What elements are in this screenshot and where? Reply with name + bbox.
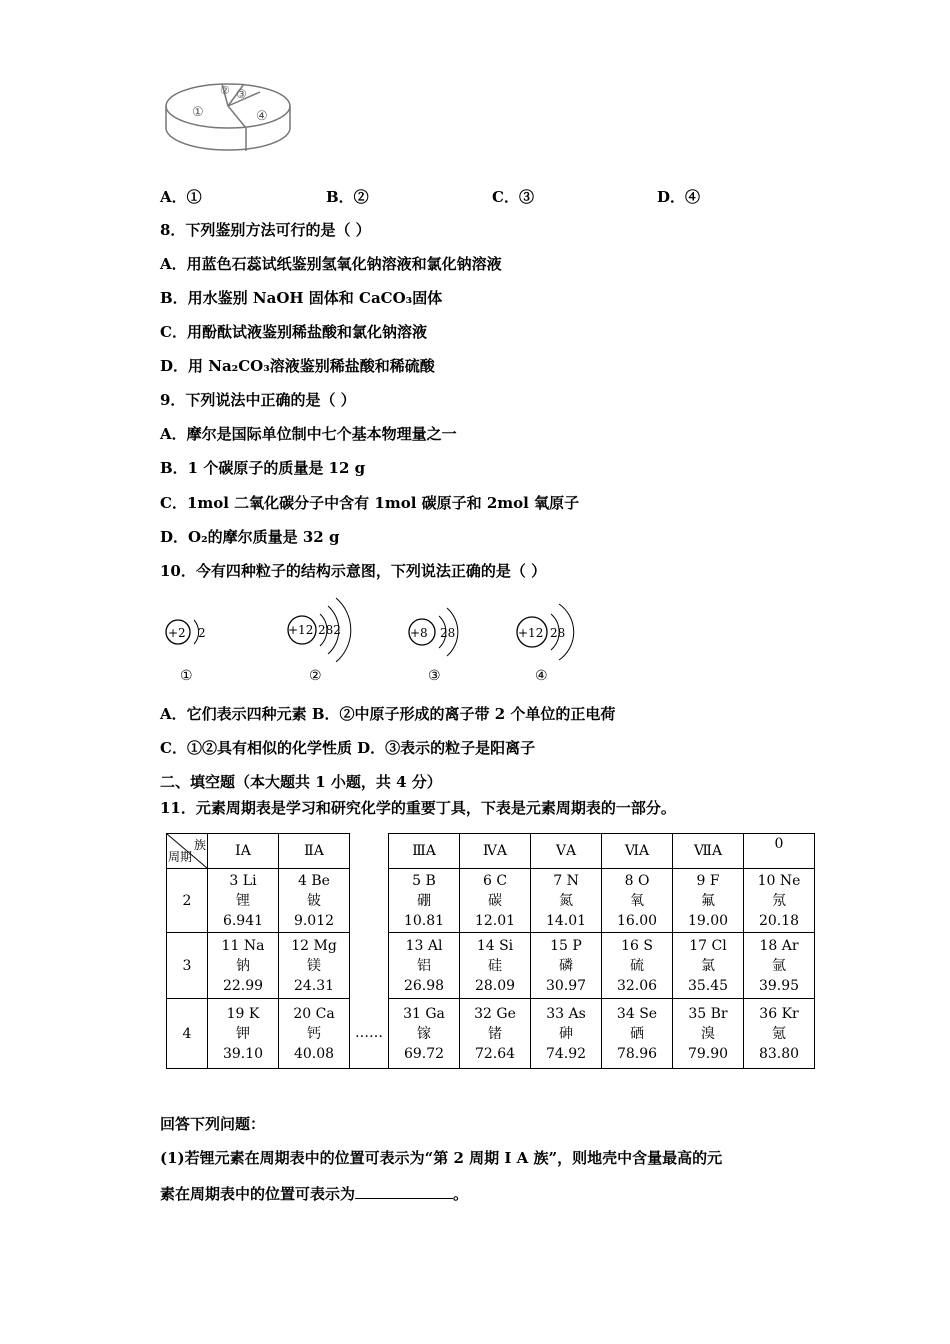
element-name: 氟 [701,892,715,909]
element-cell [602,933,673,999]
atomic-mass: 78.96 [616,1045,658,1062]
atomic-mass: 32.06 [616,977,658,994]
element-symbol: B [425,872,436,889]
header-1a: ⅠA [208,834,279,869]
element-name: 氪 [772,1025,786,1042]
atomic-number: 20 [293,1005,312,1022]
atomic-number: 11 [221,937,240,954]
atomic-mass: 16.00 [616,912,658,929]
element-name: 锂 [236,892,250,909]
element-name: 镁 [307,957,321,974]
atomic-mass: 10.81 [403,912,445,929]
gap-cell: …… [350,999,389,1069]
atomic-number: 18 [759,937,778,954]
period-row [167,933,815,999]
corner-bottom-label: 周期 [168,850,193,864]
pie-chart-figure [160,78,305,160]
element-name: 氮 [559,892,573,909]
atomic-mass: 19.00 [687,912,729,929]
element-name: 硼 [417,892,431,909]
answer-heading: 回答下列问题： [160,1115,266,1133]
element-symbol: Ne [779,872,801,889]
sub-question-1-line1: (1)若锂元素在周期表中的位置可表示为“第 2 周期 I A 族”，则地壳中含量最高的元 [160,1149,723,1167]
element-name: 砷 [559,1025,573,1042]
period-number: 4 [167,999,208,1069]
atomic-number: 12 [291,937,310,954]
atomic-number: 6 [482,872,492,889]
element-symbol: C [496,872,508,889]
atomic-mass: 6.941 [222,912,264,929]
q8-option-d: D．用 Na₂CO₃溶液鉴别稀盐酸和稀硫酸 [160,357,435,375]
element-cell [531,999,602,1069]
atomic-mass: 39.95 [758,977,800,994]
element-symbol: Ca [315,1005,335,1022]
atomic-mass: 69.72 [403,1045,445,1062]
svg-text:+12: +12 [288,623,314,637]
element-cell [389,933,460,999]
q8-option-a: A．用蓝色石蕊试纸鉴别氢氧化钠溶液和氯化钠溶液 [160,255,502,273]
svg-text:28: 28 [550,626,566,640]
atomic-mass: 20.18 [758,912,800,929]
element-name: 氩 [772,957,786,974]
header-2a: ⅡA [279,834,350,869]
q8-stem: 8．下列鉴别方法可行的是（ ） [160,221,371,239]
atomic-number: 33 [546,1005,565,1022]
atomic-number: 15 [550,937,568,954]
atomic-mass: 79.90 [687,1045,729,1062]
element-symbol: Ar [781,937,799,954]
element-name: 氯 [701,957,715,974]
q9-option-d: D．O₂的摩尔质量是 32 g [160,528,340,546]
atom-label-3: ③ [428,668,441,684]
atomic-mass: 24.31 [293,977,335,994]
atom-label-4: ④ [535,668,548,684]
gap-cell [350,933,389,999]
element-name: 溴 [701,1025,715,1042]
element-symbol: Be [311,872,330,889]
q8-option-c: C．用酚酞试液鉴别稀盐酸和氯化钠溶液 [160,323,427,341]
period-number: 2 [167,869,208,933]
header-7a: ⅦA [673,834,744,869]
element-cell [208,999,279,1069]
sub-question-1-suffix: 。 [453,1185,469,1203]
element-name: 氖 [772,892,786,909]
element-cell [208,869,279,933]
element-symbol: Cl [711,937,727,954]
element-name: 氧 [630,892,644,909]
header-6a: ⅥA [602,834,673,869]
element-symbol: Se [639,1005,658,1022]
element-cell [460,933,531,999]
element-name: 硫 [630,957,644,974]
atomic-number: 36 [759,1005,778,1022]
svg-text:282: 282 [318,623,341,637]
q7-option-a: A．① [160,188,202,206]
element-symbol: Mg [313,937,337,954]
element-symbol: K [248,1005,260,1022]
element-name: 锗 [488,1025,502,1042]
section-heading: 二、填空题（本大题共 1 小题，共 4 分） [160,773,442,791]
element-name: 铍 [307,892,321,909]
element-cell [602,999,673,1069]
atomic-mass: 72.64 [474,1045,516,1062]
element-cell [744,869,815,933]
q10-options-line2: C．①②具有相似的化学性质 D．③表示的粒子是阳离子 [160,739,536,757]
element-name: 钙 [307,1025,321,1042]
q7-option-b: B．② [326,188,369,206]
element-symbol: P [572,937,582,954]
atom-label-1: ① [180,668,193,684]
q11-stem: 11．元素周期表是学习和研究化学的重要丁具，下表是元素周期表的一部分。 [160,799,676,817]
element-name: 碳 [488,892,502,909]
pie-label-1: ① [192,105,204,120]
atomic-number: 3 [229,872,239,889]
svg-text:2: 2 [198,626,206,640]
element-symbol: O [637,872,650,889]
header-gap [350,834,389,869]
element-name: 钾 [236,1025,250,1042]
element-symbol: N [566,872,579,889]
atomic-mass: 39.10 [222,1045,264,1062]
element-name: 硒 [630,1025,644,1042]
periodic-table [166,833,815,1069]
element-symbol: Ge [496,1005,516,1022]
element-name: 钠 [236,957,250,974]
q10-stem: 10．今有四种粒子的结构示意图，下列说法正确的是（ ） [160,562,547,580]
element-name: 硅 [488,957,502,974]
atomic-number: 5 [412,872,422,889]
svg-text:28: 28 [440,626,456,640]
element-cell [279,999,350,1069]
atom-label-2: ② [309,668,322,684]
q9-option-b: B．1 个碳原子的质量是 12 g [160,459,366,477]
atomic-number: 8 [624,872,634,889]
atomic-mass: 35.45 [687,977,729,994]
svg-text:+8: +8 [410,626,428,640]
svg-text:+2: +2 [168,626,186,640]
atomic-number: 31 [403,1005,421,1022]
element-cell [389,869,460,933]
q8-option-b: B．用水鉴别 NaOH 固体和 CaCO₃固体 [160,289,443,307]
answer-blank[interactable] [355,1184,453,1199]
atomic-number: 14 [476,937,495,954]
atomic-number: 13 [405,937,424,954]
element-symbol: As [568,1005,586,1022]
corner-top-label: 族 [193,838,206,852]
atomic-mass: 28.09 [474,977,516,994]
element-cell [673,869,744,933]
atomic-number: 9 [696,872,706,889]
atomic-mass: 26.98 [403,977,445,994]
header-3a: ⅢA [389,834,460,869]
sub-question-1-prefix: 素在周期表中的位置可表示为 [160,1185,356,1203]
pie-label-4: ④ [256,109,268,124]
atom-diagram-1 [160,592,220,662]
element-cell [389,999,460,1069]
element-name: 铝 [417,957,431,974]
corner-cell [167,834,208,869]
atomic-number: 34 [616,1005,635,1022]
pie-label-3: ③ [236,87,247,101]
svg-text:+12: +12 [518,626,544,640]
element-cell [744,933,815,999]
element-name: 镓 [417,1025,431,1042]
q9-stem: 9．下列说法中正确的是（ ） [160,391,356,409]
atomic-mass: 22.99 [222,977,264,994]
header-5a: ⅤA [531,834,602,869]
element-symbol: Li [242,872,257,889]
atomic-mass: 9.012 [293,912,335,929]
atom-diagram-2 [282,592,362,662]
element-symbol: Na [243,937,265,954]
element-symbol: F [709,872,720,889]
gap-cell [350,869,389,933]
element-symbol: Al [427,937,443,954]
element-cell [279,869,350,933]
period-row [167,999,815,1069]
q9-option-a: A．摩尔是国际单位制中七个基本物理量之一 [160,425,457,443]
header-4a: ⅣA [460,834,531,869]
atom-diagram-3 [402,592,472,662]
atomic-number: 17 [689,937,708,954]
element-cell [460,869,531,933]
element-cell [531,869,602,933]
element-cell [602,869,673,933]
header-0: 0 [744,834,815,869]
atomic-number: 19 [226,1005,245,1022]
q10-options-line1: A．它们表示四种元素 B．②中原子形成的离子带 2 个单位的正电荷 [160,705,616,723]
element-cell [673,933,744,999]
atomic-number: 16 [621,937,639,954]
period-row [167,869,815,933]
period-number: 3 [167,933,208,999]
atomic-number: 32 [474,1005,492,1022]
sub-question-1-line2 [160,1184,468,1204]
q7-option-c: C．③ [492,188,534,206]
atomic-mass: 40.08 [293,1045,335,1062]
element-cell [208,933,279,999]
element-symbol: Ga [425,1005,445,1022]
element-cell [531,933,602,999]
element-cell [744,999,815,1069]
atomic-number: 35 [688,1005,707,1022]
atom-diagram-4 [510,592,580,662]
atomic-mass: 30.97 [545,977,587,994]
element-symbol: Br [710,1005,728,1022]
atomic-number: 7 [553,872,563,889]
pie-label-2: ② [220,84,230,97]
element-cell [279,933,350,999]
element-symbol: Kr [781,1005,799,1022]
atomic-mass: 12.01 [474,912,516,929]
q7-option-d: D．④ [657,188,701,206]
atomic-mass: 83.80 [758,1045,800,1062]
atomic-number: 10 [757,872,776,889]
element-cell [460,999,531,1069]
q9-option-c: C．1mol 二氧化碳分子中含有 1mol 碳原子和 2mol 氧原子 [160,494,580,512]
element-cell [673,999,744,1069]
atomic-number: 4 [298,872,307,889]
element-symbol: S [643,937,653,954]
atomic-mass: 14.01 [545,912,587,929]
element-name: 磷 [559,957,573,974]
atomic-mass: 74.92 [545,1045,587,1062]
element-symbol: Si [499,937,514,954]
